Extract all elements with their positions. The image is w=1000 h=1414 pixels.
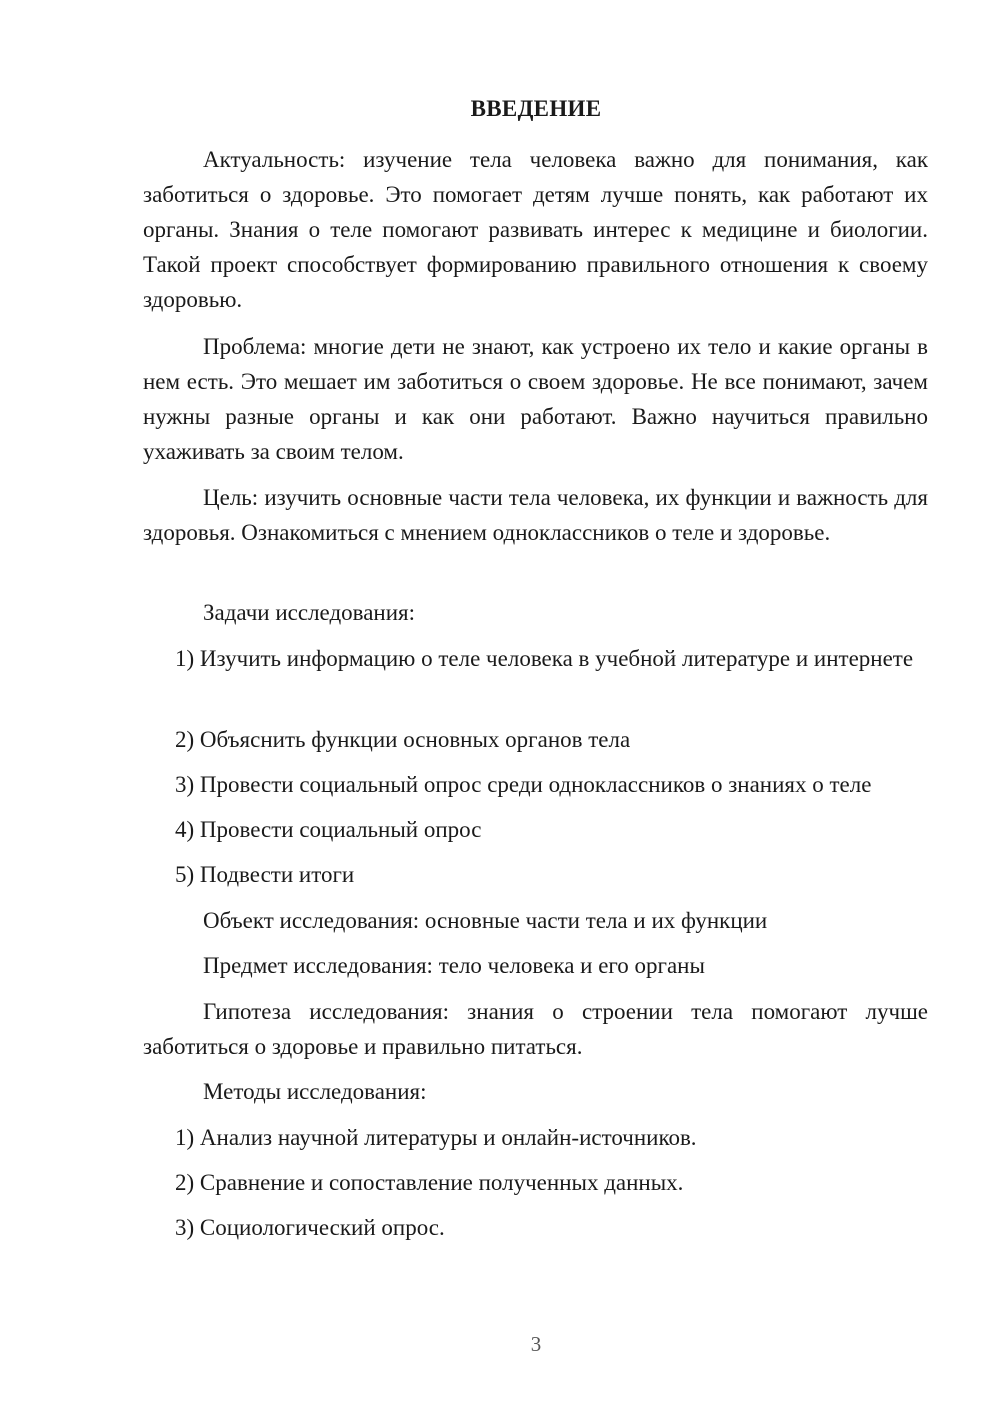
- problem-paragraph: Проблема: многие дети не знают, как устроено их тело и какие органы в нем есть. Это мешает им заботиться о своем здоровье. Не все понимают, зачем нужны разные органы и как они работают. Важно научиться правильно ухаживать за своим телом.: [143, 334, 928, 464]
- subject-paragraph: Предмет исследования: тело человека и его органы: [203, 953, 705, 978]
- goal-paragraph: Цель: изучить основные части тела человека, их функции и важность для здоровья. Ознакомиться с мнением одноклассников о теле и здоровье.: [143, 485, 928, 545]
- task-item-2: 2) Объяснить функции основных органов тела: [175, 727, 631, 752]
- methods-heading: Методы исследования:: [203, 1079, 427, 1104]
- tasks-heading: Задачи исследования:: [203, 600, 416, 625]
- hypothesis-paragraph: Гипотеза исследования: знания о строении тела помогают лучше заботиться о здоровье и правильно питаться.: [143, 999, 928, 1059]
- method-item-2: 2) Сравнение и сопоставление полученных данных.: [175, 1170, 684, 1195]
- page-number: 3: [530, 1332, 542, 1356]
- page-title: ВВЕДЕНИЕ: [470, 96, 602, 121]
- method-item-1: 1) Анализ научной литературы и онлайн-источников.: [175, 1125, 697, 1150]
- task-item-4: 4) Провести социальный опрос: [175, 817, 482, 842]
- object-paragraph: Объект исследования: основные части тела и их функции: [203, 908, 768, 933]
- task-item-5: 5) Подвести итоги: [175, 862, 355, 887]
- task-item-1: 1) Изучить информацию о теле человека в учебной литературе и интернете: [175, 646, 914, 671]
- relevance-paragraph: Актуальность: изучение тела человека важно для понимания, как заботиться о здоровье. Это помогает детям лучше понять, как работают их органы. Знания о теле помогают развивать интерес к медицине и биологии. Такой проект способствует формированию правильного отношения к своему здоровью.: [143, 147, 928, 312]
- task-item-3: 3) Провести социальный опрос среди одноклассников о знаниях о теле: [175, 772, 872, 797]
- method-item-3: 3) Социологический опрос.: [175, 1215, 445, 1240]
